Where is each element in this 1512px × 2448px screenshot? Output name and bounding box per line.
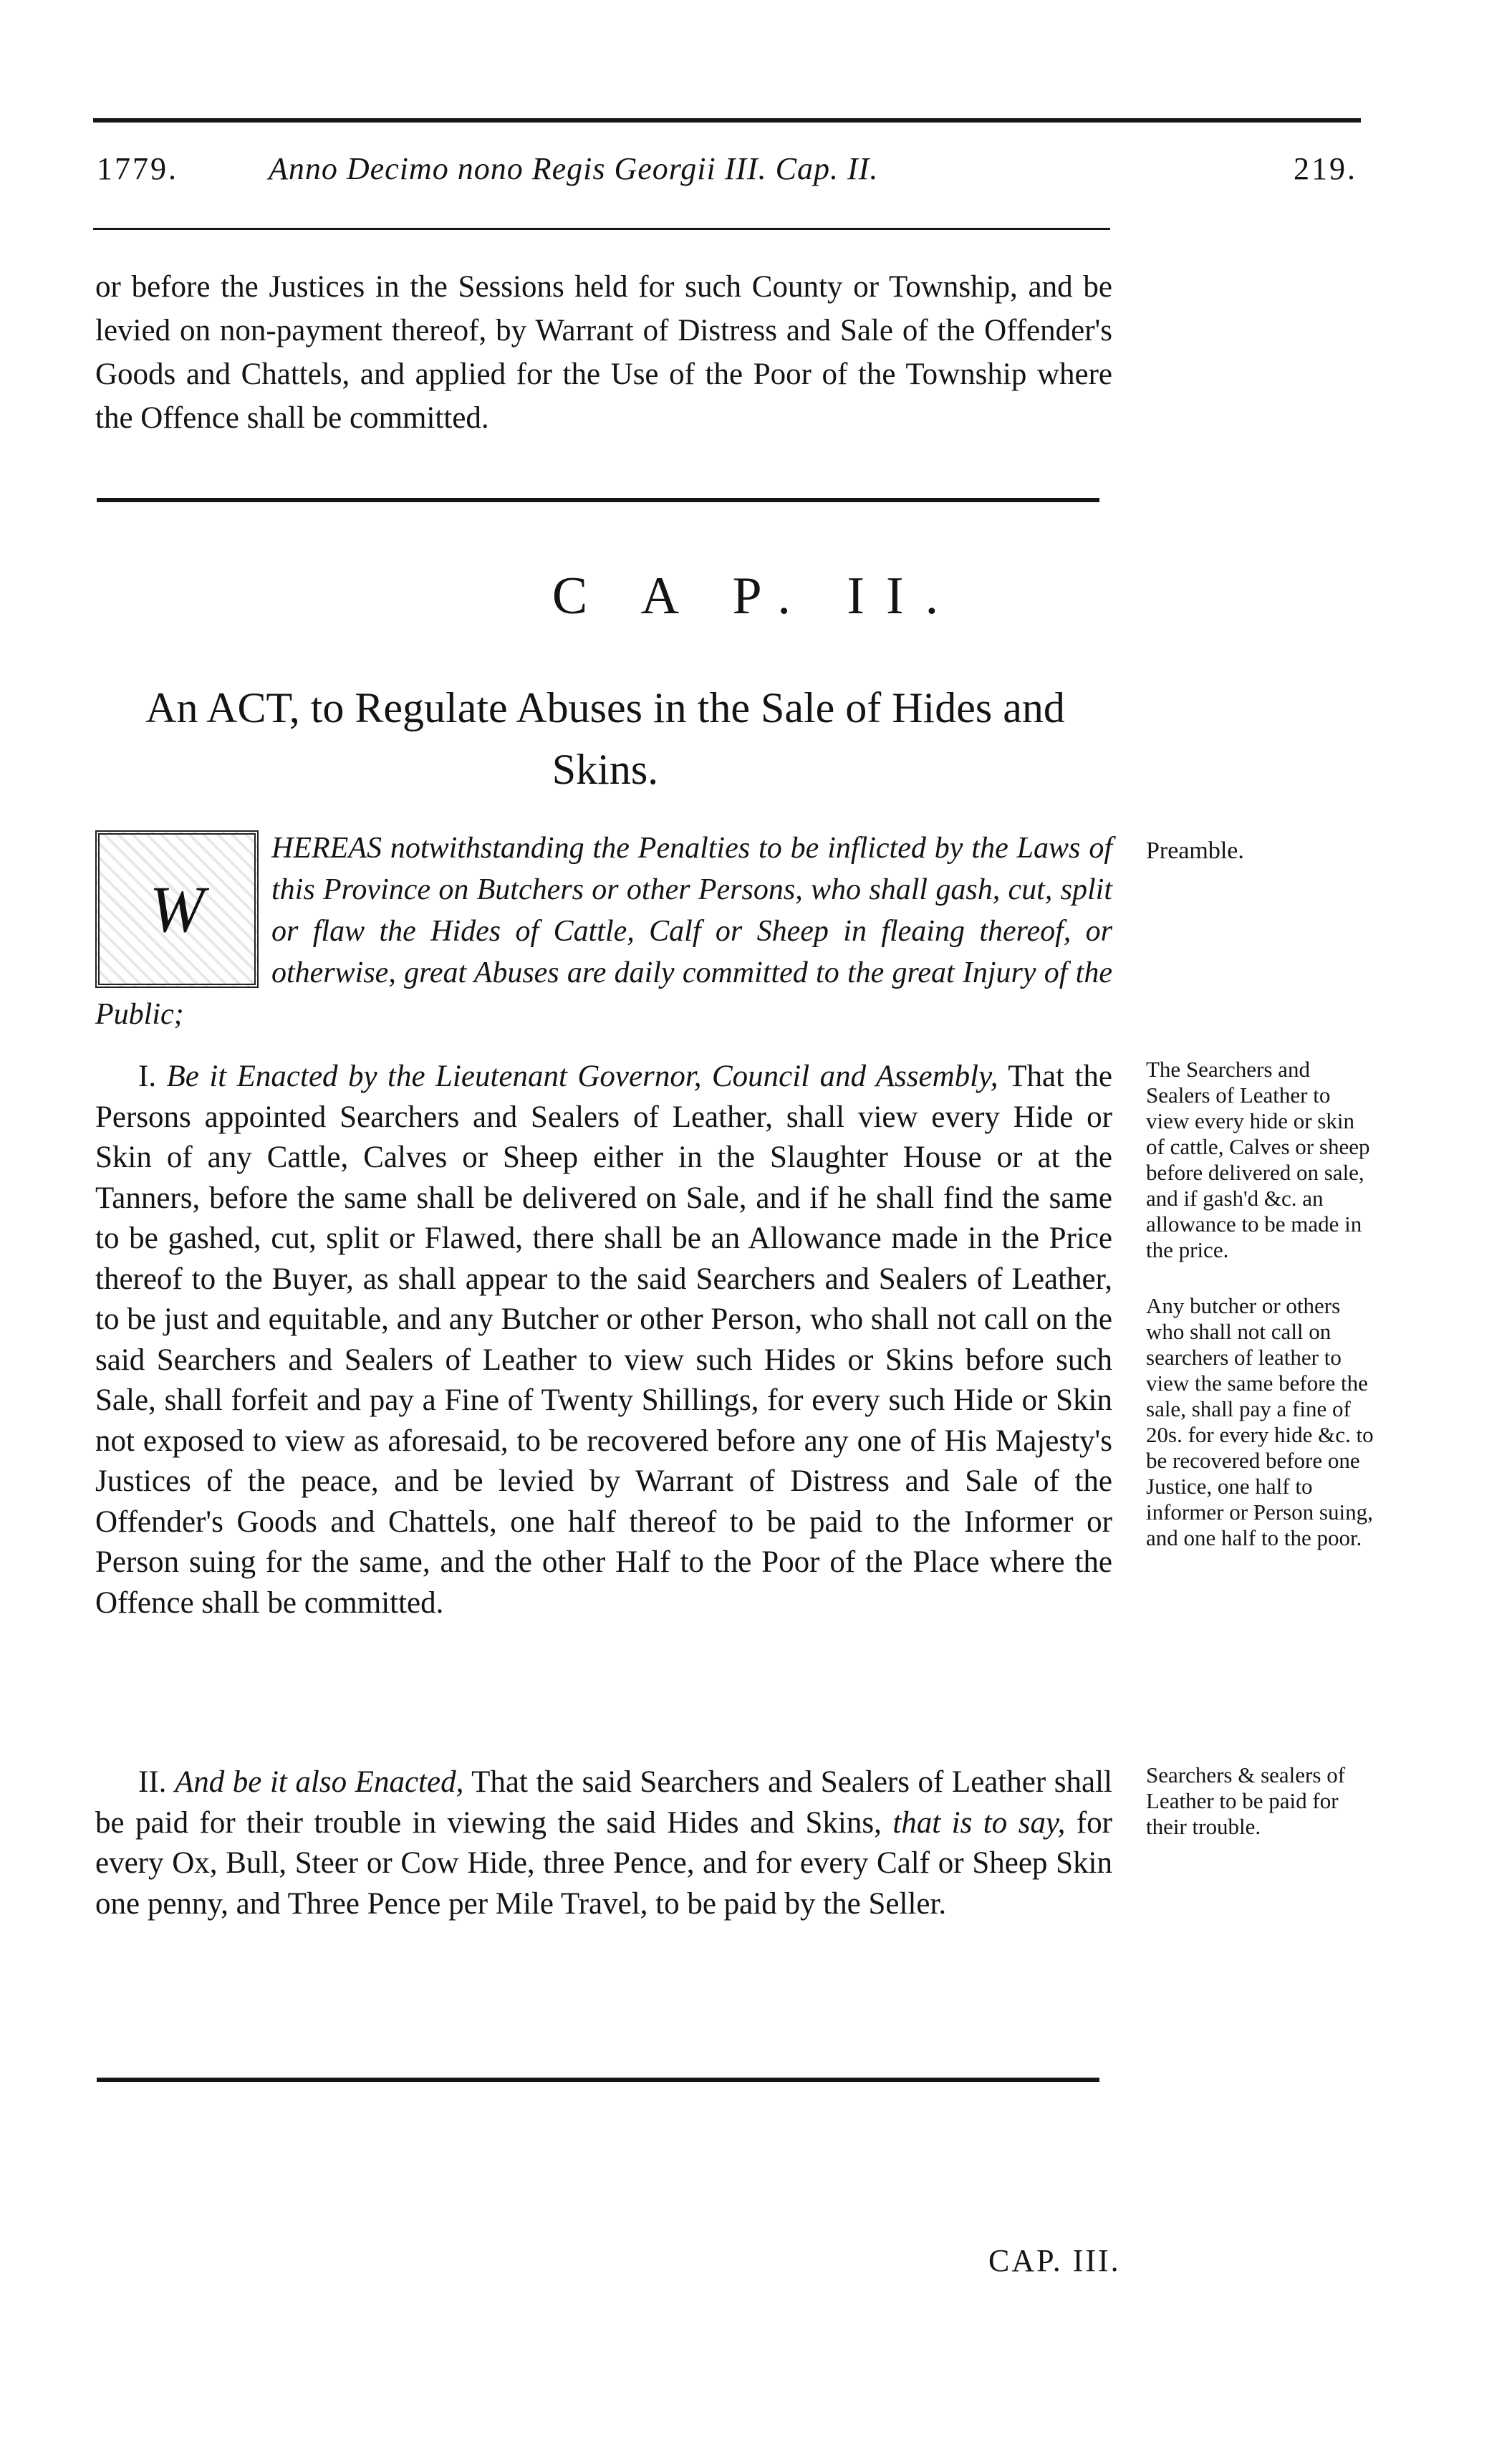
section-divider-rule (97, 498, 1099, 502)
running-header (97, 143, 1357, 201)
margin-note-preamble: Preamble. (1146, 837, 1244, 864)
continuation-text: or before the Justices in the Sessions held for such County or Township, and be levied on non-payment thereof, by Warrant of Distress and Sale of the Offender's Goods and Chattels, and applied for the Use of the Poor of the Township where the Offence shall be committed. (95, 270, 1112, 435)
header-rule (93, 228, 1110, 230)
margin-note-section-1a: The Searchers and Sealers of Leather to view every hide or skin of cattle, Calves or sheep before delivered on sale, and if gash'd &c. an allowance to be made in the price. (1146, 1057, 1370, 1262)
margin-note-section-1b: Any butcher or others who shall not call on searchers of leather to view the same before the sale, shall pay a fine of 20s. for every hide &c. to be recovered before one Justice, one half to informer or Person suing, and one half to the poor. (1146, 1293, 1374, 1550)
header-running-title: Anno Decimo nono Regis Georgii III. Cap. II. (269, 151, 879, 186)
catchword: CAP. III. (988, 2243, 1121, 2278)
section-2-that-is: that is to say, (892, 1805, 1066, 1840)
header-year: 1779. (97, 151, 178, 186)
section-2-text-a: That the said Searchers and Sealers of Leather shall be paid for their trouble in viewing the said Hides and Skins, (95, 1765, 1112, 1840)
closing-rule (97, 2078, 1099, 2082)
margin-note-section-2: Searchers & sealers of Leather to be paid for their trouble. (1146, 1762, 1346, 1839)
chapter-heading: C A P. II. (552, 567, 960, 625)
section-1 (95, 1057, 1112, 1623)
page-number: 219. (1294, 151, 1357, 186)
section-1-text: That the Persons appointed Searchers and Sealers of Leather, shall view every Hide or Skin of any Cattle, Calves or Sheep either in the Slaughter House or at the Tanners, before the same shall be delivered on Sale, and if he shall find the same to be gashed, cut, split or Flawed, there shall be an Allowance made in the Price thereof to the Buyer, as shall appear to the said Searchers and Sealers of Leather, to be just and equitable, and any Butcher or other Person, who shall not call on the said Searchers and Sealers of Leather to view such Hides or Skins before such Sale, shall forfeit and pay a Fine of Twenty Shillings, for every such Hide or Skin not exposed to view as aforesaid, to be recovered before any one of His Majesty's Justices of the peace, and be levied by Warrant of Distress and Sale of the Offender's Goods and Chattels, one half thereof to be paid to the Informer or Person suing for the same, and the other Half to the Poor of the Place where the Offence shall be committed. (95, 1060, 1112, 1620)
section-2 (95, 1762, 1112, 1924)
act-title: An ACT, to Regulate Abuses in the Sale of Hides and Skins. (145, 684, 1065, 793)
section-1-number: I. (138, 1060, 157, 1093)
ornamental-drop-cap: W (95, 830, 259, 988)
section-2-text-b: for every Ox, Bull, Steer or Cow Hide, three Pence, and for every Calf or Sheep Skin one penny, and Three Pence per Mile Travel, to be paid by the Seller. (95, 1805, 1112, 1921)
section-2-enacting-clause: And be it also Enacted, (174, 1765, 464, 1799)
section-2-number: II. (138, 1765, 167, 1799)
top-rule (93, 118, 1361, 123)
preamble-text: HEREAS notwithstanding the Penalties to be inflicted by the Laws of this Province on Butchers or other Persons, who shall gash, cut, split or flaw the Hides of Cattle, Calf or Sheep in fleaing thereof, or otherwise, great Abuses are daily committed to the great Injury of the Public; (95, 832, 1112, 1031)
section-1-enacting-clause: Be it Enacted by the Lieutenant Governor, Council and Assembly, (166, 1060, 998, 1093)
continuation-paragraph (95, 265, 1112, 440)
preamble (95, 827, 1112, 1035)
